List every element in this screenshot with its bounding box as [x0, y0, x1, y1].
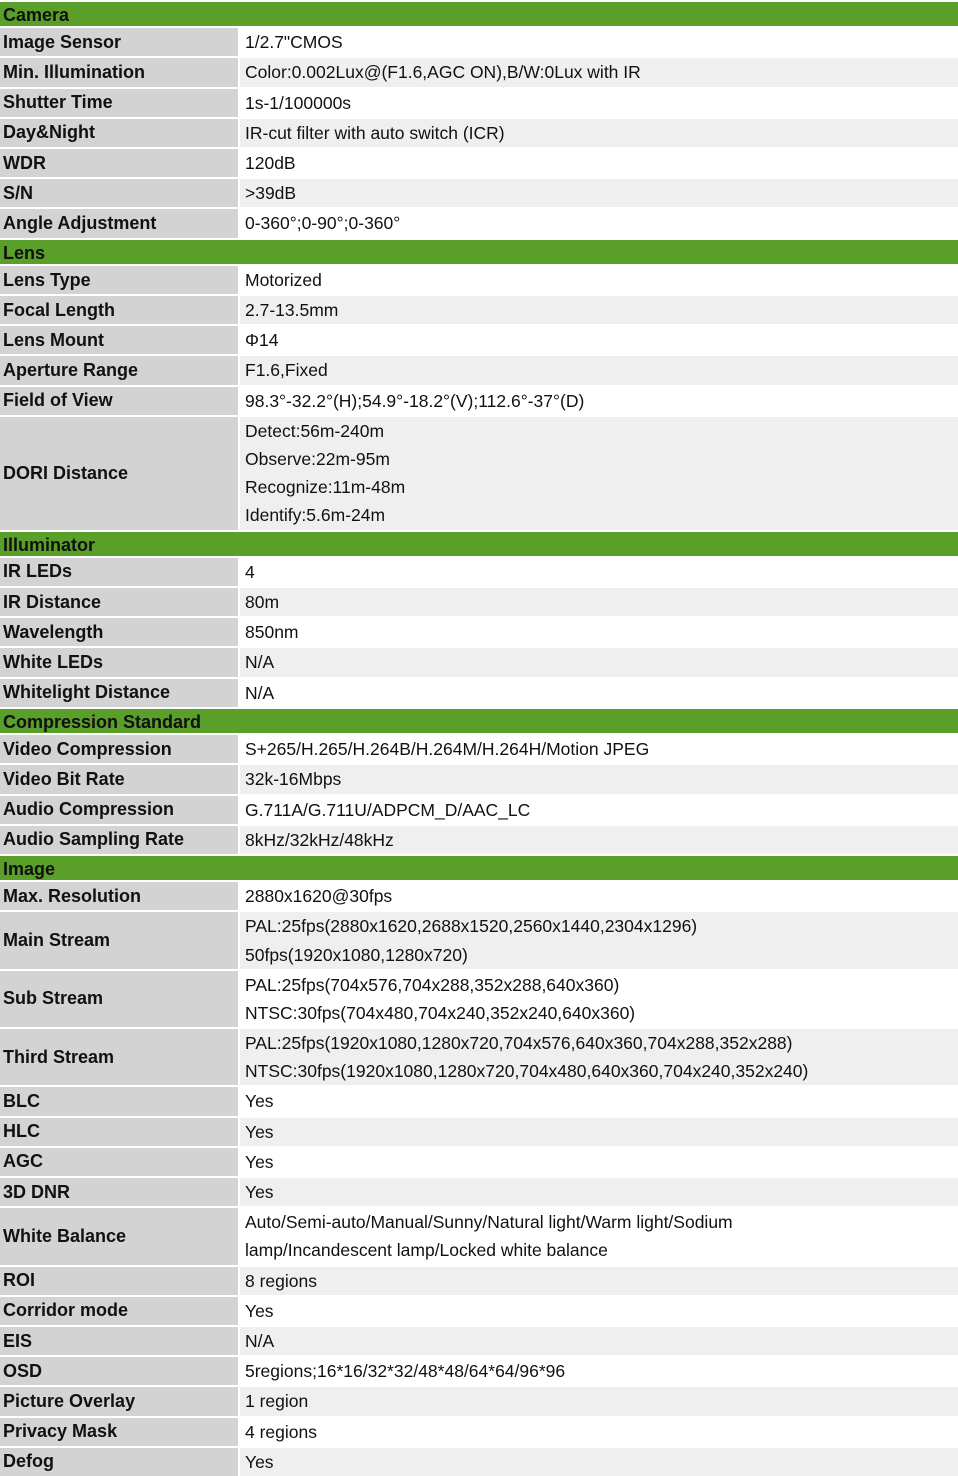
spec-value: [240, 765, 958, 793]
spec-value-line: Detect:56m-240m: [245, 420, 385, 441]
spec-label: White Balance: [0, 1208, 240, 1264]
spec-value: [240, 89, 958, 117]
spec-row: [0, 880, 958, 910]
spec-row: [0, 117, 958, 147]
section-header: Illuminator: [0, 530, 958, 556]
spec-row: [0, 294, 958, 324]
spec-value-line: 4 regions: [245, 1421, 317, 1442]
spec-value: [240, 266, 958, 294]
spec-label: Lens Mount: [0, 326, 240, 354]
spec-value-line: 1 region: [245, 1391, 309, 1412]
spec-label: Focal Length: [0, 296, 240, 324]
spec-row: [0, 794, 958, 824]
spec-label: HLC: [0, 1118, 240, 1146]
spec-value: [240, 356, 958, 384]
spec-value-line: Observe:22m-95m: [245, 449, 390, 470]
spec-value: [240, 1208, 958, 1264]
spec-value-line: PAL:25fps(2880x1620,2688x1520,2560x1440,2304x1296): [245, 916, 698, 937]
spec-row: [0, 56, 958, 86]
spec-row: [0, 415, 958, 530]
spec-value: [240, 558, 958, 586]
spec-value-line: NTSC:30fps(1920x1080,1280x720,704x480,640x360,704x240,352x240): [245, 1061, 809, 1082]
spec-label: Whitelight Distance: [0, 679, 240, 707]
spec-row: [0, 556, 958, 586]
spec-value: [240, 1148, 958, 1176]
spec-label: EIS: [0, 1327, 240, 1355]
spec-row: [0, 763, 958, 793]
spec-value-line: Yes: [245, 1451, 274, 1472]
spec-value: [240, 1178, 958, 1206]
spec-value-line: 50fps(1920x1080,1280x720): [245, 944, 468, 965]
spec-row: [0, 1265, 958, 1295]
spec-value: [240, 648, 958, 676]
spec-value-line: 8kHz/32kHz/48kHz: [245, 829, 394, 850]
spec-value: [240, 1418, 958, 1446]
spec-row: [0, 177, 958, 207]
spec-row: [0, 1295, 958, 1325]
spec-label: Min. Illumination: [0, 58, 240, 86]
spec-value: [240, 679, 958, 707]
spec-value-line: Recognize:11m-48m: [245, 477, 406, 498]
spec-value: [240, 296, 958, 324]
spec-label: DORI Distance: [0, 417, 240, 530]
spec-value: [240, 1357, 958, 1385]
spec-label: Audio Compression: [0, 796, 240, 824]
spec-row: [0, 616, 958, 646]
spec-row: [0, 87, 958, 117]
spec-value-line: Yes: [245, 1182, 274, 1203]
spec-value: [240, 618, 958, 646]
spec-value: [240, 58, 958, 86]
spec-value-line: Yes: [245, 1300, 274, 1321]
spec-row: [0, 26, 958, 56]
spec-value: [240, 588, 958, 616]
spec-value-line: NTSC:30fps(704x480,704x240,352x240,640x360): [245, 1002, 636, 1023]
spec-value-line: Yes: [245, 1091, 274, 1112]
spec-value-line: 32k-16Mbps: [245, 769, 342, 790]
spec-label: Field of View: [0, 387, 240, 415]
spec-row: [0, 1085, 958, 1115]
spec-value-line: 2.7-13.5mm: [245, 300, 339, 321]
spec-value-line: 1/2.7"CMOS: [245, 32, 343, 53]
spec-value-line: >39dB: [245, 183, 297, 204]
spec-row: [0, 1385, 958, 1415]
spec-value: [240, 1087, 958, 1115]
spec-label: Corridor mode: [0, 1297, 240, 1325]
spec-label: ROI: [0, 1267, 240, 1295]
spec-row: [0, 1416, 958, 1446]
spec-label: Wavelength: [0, 618, 240, 646]
spec-value-line: 80m: [245, 592, 280, 613]
spec-value: [240, 326, 958, 354]
spec-value: [240, 387, 958, 415]
spec-value: [240, 209, 958, 237]
spec-row: [0, 586, 958, 616]
spec-row: [0, 1116, 958, 1146]
spec-value: [240, 1029, 958, 1085]
spec-label: Sub Stream: [0, 971, 240, 1027]
spec-row: [0, 264, 958, 294]
spec-row: [0, 147, 958, 177]
spec-value: [240, 179, 958, 207]
spec-value: [240, 735, 958, 763]
spec-label: 3D DNR: [0, 1178, 240, 1206]
spec-value-line: N/A: [245, 1330, 275, 1351]
spec-value: [240, 882, 958, 910]
spec-row: [0, 1355, 958, 1385]
spec-value-line: 8 regions: [245, 1270, 317, 1291]
spec-label: Privacy Mask: [0, 1418, 240, 1446]
spec-label: Defog: [0, 1448, 240, 1476]
spec-value-line: S+265/H.265/H.264B/H.264M/H.264H/Motion JPEG: [245, 739, 650, 760]
spec-label: Main Stream: [0, 912, 240, 968]
spec-label: Day&Night: [0, 119, 240, 147]
spec-value-line: 4: [245, 561, 255, 582]
spec-row: [0, 385, 958, 415]
spec-label: IR Distance: [0, 588, 240, 616]
spec-value-line: Yes: [245, 1121, 274, 1142]
spec-value-line: PAL:25fps(704x576,704x288,352x288,640x360): [245, 974, 620, 995]
spec-value: [240, 912, 958, 968]
spec-row: [0, 1206, 958, 1264]
spec-value: [240, 28, 958, 56]
spec-value-line: 98.3°-32.2°(H);54.9°-18.2°(V);112.6°-37°(D): [245, 390, 585, 411]
spec-row: [0, 824, 958, 854]
spec-value-line: 850nm: [245, 622, 299, 643]
spec-row: [0, 1027, 958, 1085]
spec-value-line: Auto/Semi-auto/Manual/Sunny/Natural light/Warm light/Sodium: [245, 1212, 733, 1233]
spec-row: [0, 207, 958, 237]
spec-value: [240, 1118, 958, 1146]
spec-row: [0, 910, 958, 968]
spec-value-line: Φ14: [245, 330, 279, 351]
spec-value: [240, 417, 958, 530]
spec-label: OSD: [0, 1357, 240, 1385]
spec-value-line: 1s-1/100000s: [245, 92, 352, 113]
spec-row: [0, 1325, 958, 1355]
section-header: Image: [0, 854, 958, 880]
spec-value-line: 0-360°;0-90°;0-360°: [245, 213, 401, 234]
spec-value: [240, 1267, 958, 1295]
spec-row: [0, 677, 958, 707]
spec-value: [240, 1297, 958, 1325]
spec-value-line: G.711A/G.711U/ADPCM_D/AAC_LC: [245, 799, 531, 820]
spec-value: [240, 971, 958, 1027]
spec-label: Max. Resolution: [0, 882, 240, 910]
spec-row: [0, 969, 958, 1027]
spec-label: AGC: [0, 1148, 240, 1176]
spec-value-line: Yes: [245, 1151, 274, 1172]
spec-value-line: N/A: [245, 652, 275, 673]
spec-label: Angle Adjustment: [0, 209, 240, 237]
spec-row: [0, 324, 958, 354]
spec-label: WDR: [0, 149, 240, 177]
spec-value: [240, 1448, 958, 1476]
spec-label: Lens Type: [0, 266, 240, 294]
spec-label: BLC: [0, 1087, 240, 1115]
spec-label: Audio Sampling Rate: [0, 826, 240, 854]
spec-value-line: Identify:5.6m-24m: [245, 505, 386, 526]
spec-value-line: N/A: [245, 682, 275, 703]
spec-label: Image Sensor: [0, 28, 240, 56]
spec-value: [240, 826, 958, 854]
spec-value-line: Color:0.002Lux@(F1.6,AGC ON),B/W:0Lux with IR: [245, 62, 641, 83]
spec-row: [0, 1146, 958, 1176]
spec-label: Picture Overlay: [0, 1387, 240, 1415]
spec-label: IR LEDs: [0, 558, 240, 586]
spec-label: S/N: [0, 179, 240, 207]
section-header: Lens: [0, 238, 958, 264]
spec-value-line: PAL:25fps(1920x1080,1280x720,704x576,640x360,704x288,352x288): [245, 1033, 793, 1054]
spec-label: Video Compression: [0, 735, 240, 763]
spec-row: [0, 733, 958, 763]
spec-row: [0, 646, 958, 676]
spec-value-line: IR-cut filter with auto switch (ICR): [245, 122, 505, 143]
spec-value-line: 5regions;16*16/32*32/48*48/64*64/96*96: [245, 1361, 566, 1382]
spec-value: [240, 119, 958, 147]
spec-value-line: F1.6,Fixed: [245, 360, 328, 381]
spec-row: [0, 1176, 958, 1206]
spec-value-line: 2880x1620@30fps: [245, 886, 393, 907]
spec-label: White LEDs: [0, 648, 240, 676]
spec-value-line: lamp/Incandescent lamp/Locked white balance: [245, 1240, 608, 1261]
spec-label: Video Bit Rate: [0, 765, 240, 793]
spec-value: [240, 796, 958, 824]
spec-row: [0, 354, 958, 384]
spec-label: Third Stream: [0, 1029, 240, 1085]
spec-value: [240, 1327, 958, 1355]
spec-label: Shutter Time: [0, 89, 240, 117]
spec-value: [240, 149, 958, 177]
spec-value-line: Motorized: [245, 269, 322, 290]
section-header: Camera: [0, 0, 958, 26]
spec-row: [0, 1446, 958, 1476]
section-header: Compression Standard: [0, 707, 958, 733]
spec-value: [240, 1387, 958, 1415]
spec-value-line: 120dB: [245, 153, 296, 174]
spec-label: Aperture Range: [0, 356, 240, 384]
